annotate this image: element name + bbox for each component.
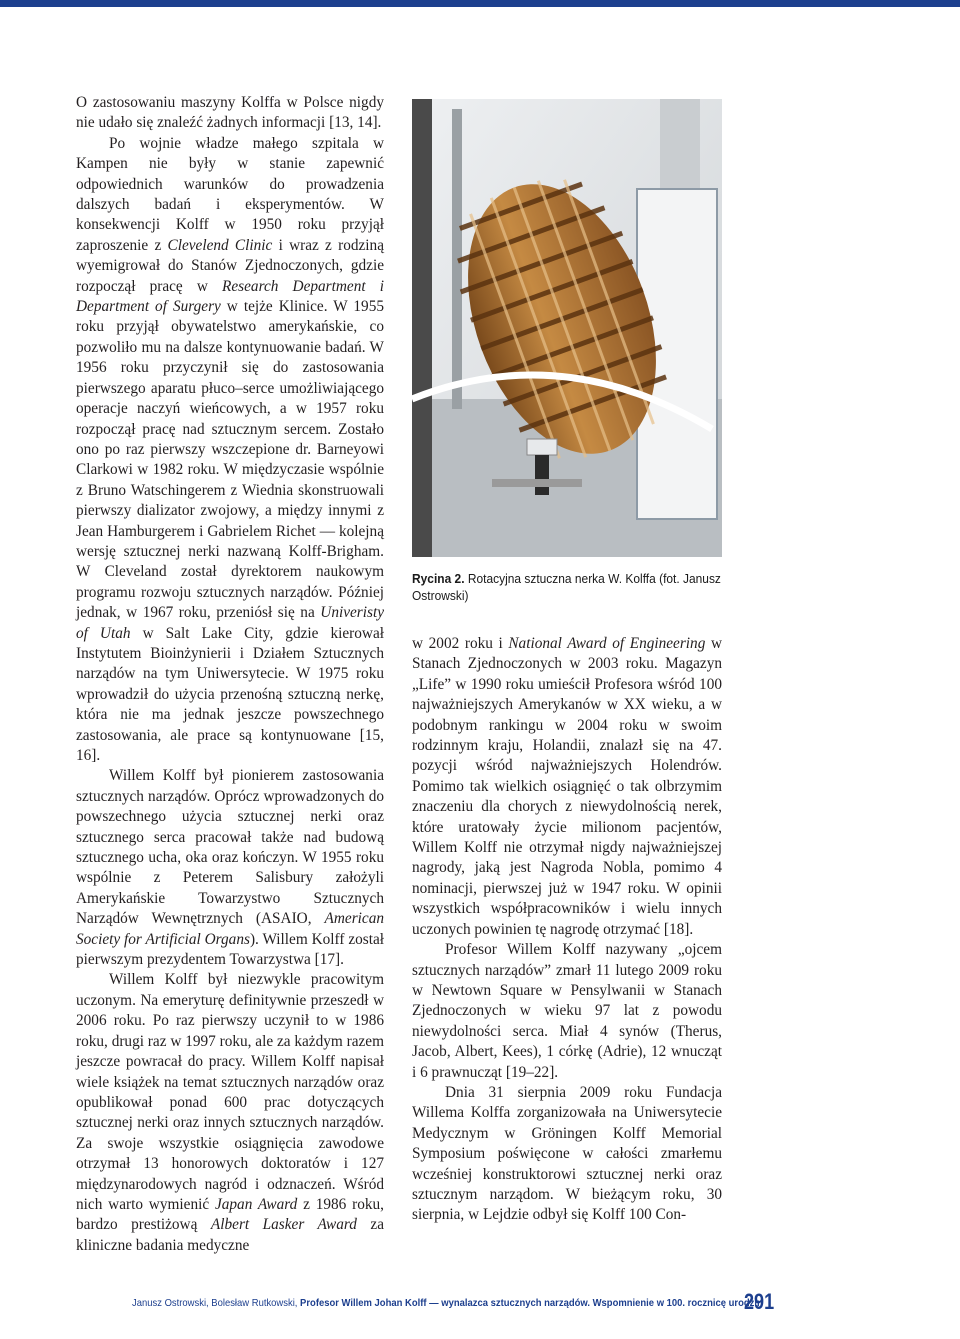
text-span: Profesor Willem Kolff nazywany „ojcem sztucznych narządów” zmarł 11 lutego 2009 roku w Newtown Square w Pensylwanii w Stanach Zjednoczonych w wieku 97 lat z powodu niewydolności serca. Miał 4 synów (Therus, Jacob, Albert, Kees), 1 córkę (Adrie), 12 wnucząt i 6 prawnucząt [19–22]. — [412, 941, 722, 1081]
top-color-bar — [0, 0, 960, 7]
text-span: w Stanach Zjednoczonych w 2003 roku. Magazyn „Life” w 1990 roku umieścił Profesora wśród 100 najważniejszych Amerykanów w XX wieku, a w podobnym rankingu w 2004 roku w swoim rodzinnym kraju, Holandii, znalazł się na 47. pozycji wśród najważniejszych Holendrów. Pomimo tak wielkich osiągnięć o tak olbrzymim znaczeniu dla chorych z niewydolnością nerek, które uratowały życie milionom pacjentów, Willem Kolff nie otrzymał nigdy najważniejszej nagrody, jaką jest Nagroda Nobla, pomimo 4 nominacji, pierwszej już w 1947 roku. W opinii wszystkich współpracowników i wielu innych uczonych powinien tę nagrodę otrzymać [18]. — [412, 635, 722, 938]
text-span: Dnia 31 sierpnia 2009 roku Fundacja Willema Kolffa zorganizowała na Uniwersytecie Medycznym w Gröningen Kolff Memorial Symposium poświęcone w całości zmarłemu wcześniej konstruktorowi sztucznej nerki oraz sztucznym narządom. W bieżącym roku, 30 sierpnia, w Lejdzie odbył się Kolff 100 Con- — [412, 1083, 722, 1224]
italic-text: Clevelend Clinic — [167, 236, 273, 254]
figure-photo-rotating-kidney — [412, 99, 722, 557]
running-footer — [132, 1297, 763, 1309]
text-span: i wraz z rodziną wyemigrował do Stanów Zjednoczonych, gdzie rozpoczął pracę w — [76, 236, 384, 295]
left-text-column — [76, 93, 384, 1256]
paragraph — [76, 134, 384, 767]
italic-text: Univeristy of Utah — [76, 604, 384, 642]
figure-label: Rycina 2. — [412, 571, 465, 586]
text-span: ). Willem Kolff został pierwszym prezydentem Towarzystwa [17]. — [76, 930, 385, 969]
text-span: z 1986 roku, bardzo prestiżową — [76, 1195, 384, 1234]
rotating-kidney-photo-illustration — [412, 99, 722, 557]
text-span: Willem Kolff był niezwykle pracowitym uczonym. Na emeryturę definitywnie przeszedł w 2006 roku. Po raz pierwszy uczynił to w 1986 roku, drugi raz w 1997 roku, ale za każdym razem jeszcze powracał do pracy. Willem Kolff napisał wiele książek na temat sztucznych narządów oraz opublikował ponad 600 prac dotyczących sztucznej nerki oraz innych sztucznych narządów. Za swoje wszystkie osiągnięcia zawodowe otrzymał 13 honorowych doktoratów i 127 międzynarodowych nagród i odznaczeń. Wśród nich warto wymienić — [76, 971, 384, 1213]
italic-text: National Award of Engineering — [508, 635, 706, 652]
footer-article-title: Profesor Willem Johan Kolff — wynalazca sztucznych narządów. Wspomnienie w 100. rocznicę urodzin — [300, 1297, 763, 1309]
italic-text: Albert Lasker Award — [210, 1216, 357, 1234]
text-span: w 2002 roku i — [412, 635, 509, 652]
right-text-column — [412, 634, 722, 1226]
paragraph — [76, 93, 384, 134]
text-span: za kliniczne badania medyczne — [76, 1216, 385, 1254]
italic-text: American Society for Artificial Organs — [76, 910, 384, 948]
text-span: Willem Kolff był pionierem zastosowania sztucznych narządów. Oprócz wprowadzonych do powszechnego użycia sztucznej nerki oraz sztucznego serca pracował także nad budową sztucznego ucha, oka oraz kończyn. W 1955 roku wspólnie z Peterem Salisbury założyli Amerykańskie Towarzystwo Sztucznych Narządów Wewnętrznych (ASAIO, — [76, 767, 384, 928]
text-span: Po wojnie władze małego szpitala w Kampen nie były w stanie zapewnić odpowiednich warunków do prowadzenia dalszych badań i eksperymentów. W konsekwencji Kolff w 1950 roku przyjął zaproszenie z — [76, 134, 384, 254]
paragraph — [412, 634, 722, 940]
paragraph — [76, 766, 384, 970]
paragraph — [412, 1083, 722, 1226]
figure-caption — [412, 570, 722, 604]
paragraph — [412, 940, 722, 1083]
figure-caption-text: Rotacyjna sztuczna nerka W. Kolffa (fot. Janusz Ostrowski) — [412, 571, 721, 603]
text-span: O zastosowaniu maszyny Kolffa w Polsce nigdy nie udało się znaleźć żadnych informacji [13, 14]. — [76, 94, 384, 132]
italic-text: Japan Award — [214, 1195, 298, 1213]
paragraph — [76, 970, 384, 1256]
text-span: w tejże Klinice. W 1955 roku przyjął obywatelstwo amerykańskie, co pozwoliło mu na dalsze kontynuowanie badań. W 1956 roku przyczynił się do zastosowania pierwszego aparatu płuco–serce umożliwiającego operacje naczyń wieńcowych, a w 1957 roku rozpoczął pracę nad sztucznym sercem. Zostało ono po raz pierwszy wszczepione dr. Barneyowi Clarkowi w 1982 roku. W międzyczasie wspólnie z Bruno Watschingerem z Wiednia skonstruowali pierwszy dializator zwojowy, a między innymi z Jean Hamburgerem i Gabrielem Richet — kolejną wersję sztucznej nerki nazwaną Kolff-Brigham. W Cleveland został dyrektorem naukowym programu rozwoju sztucznych narządów. Później jednak, w 1967 roku, przeniósł się na — [76, 298, 384, 622]
text-span: w Salt Lake City, gdzie kierował Instytutem Bioinżynierii i Działem Sztucznych narządów na tym Uniwersytecie. W 1975 roku wprowadził do użycia przenośną sztuczną nerkę, która nie ma jednak jeszcze powszechnego zastosowania, ale prace są kontynuowane [15, 16]. — [76, 624, 384, 764]
italic-text: Research Department i Department of Surgery — [76, 277, 385, 316]
page-number: 291 — [744, 1289, 775, 1314]
footer-authors: Janusz Ostrowski, Bolesław Rutkowski, — [132, 1297, 298, 1309]
